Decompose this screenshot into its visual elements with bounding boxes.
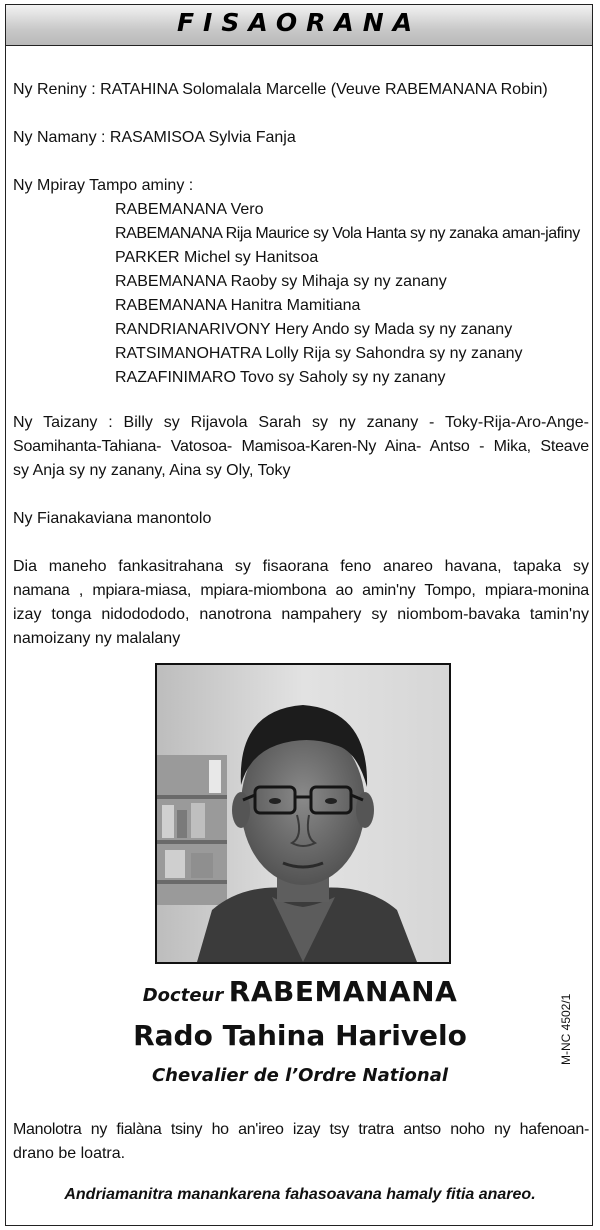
fianakaviana-line: Ny Fianakaviana manontolo [13, 510, 212, 527]
list-item: RABEMANANA Rija Maurice sy Vola Hanta sy ny zanaka aman-jafiny [115, 225, 580, 242]
deceased-title: Docteur [142, 985, 224, 1006]
header-banner [6, 5, 592, 46]
manolotra-paragraph [13, 1118, 589, 1166]
fisaorana-paragraph [13, 555, 589, 651]
reference-code: M-NC 4502/1 [559, 993, 573, 1065]
paragraph-line: drano be loatra. [13, 1145, 126, 1162]
paragraph-line: Ny Taizany : Billy sy Rijavola Sarah sy ny zanany - Toky-Rija-Aro-Ange- [13, 414, 589, 431]
notice-frame [5, 4, 593, 1226]
taizany-paragraph [13, 411, 589, 483]
paragraph-line: namana , mpiara-miasa, mpiara-miombona ao amin'ny Tompo, mpiara-monina [13, 582, 589, 599]
list-item: RABEMANANA Raoby sy Mihaja sy ny zanany [115, 273, 447, 290]
list-item: RABEMANANA Hanitra Mamitiana [115, 297, 361, 314]
mpiray-label: Ny Mpiray Tampo aminy : [13, 177, 194, 194]
paragraph-line: Dia maneho fankasitrahana sy fisaorana feno anareo havana, tapaka sy [13, 558, 589, 575]
namany-line: Ny Namany : RASAMISOA Sylvia Fanja [13, 129, 296, 146]
list-item: PARKER Michel sy Hanitsoa [115, 249, 319, 266]
list-item: RATSIMANOHATRA Lolly Rija sy Sahondra sy ny zanany [115, 345, 523, 362]
reniny-line: Ny Reniny : RATAHINA Solomalala Marcelle (Veuve RABEMANANA Robin) [13, 81, 548, 98]
paragraph-line: namoizany ny malalany [13, 630, 181, 647]
portrait-illustration [157, 665, 449, 962]
portrait-photo [155, 663, 451, 964]
deceased-surname: RABEMANANA [228, 975, 458, 1008]
paragraph-line: Manolotra ny fialàna tsiny ho an'ireo izay tsy tratra antso noho ny hafenoan- [13, 1121, 589, 1138]
list-item: RABEMANANA Vero [115, 201, 264, 218]
deceased-distinction: Chevalier de l’Ordre National [151, 1065, 449, 1086]
closing-blessing: Andriamanitra manankarena fahasoavana hamaly fitia anareo. [64, 1186, 536, 1203]
deceased-given-names: Rado Tahina Harivelo [133, 1019, 467, 1052]
paragraph-line: Soamihanta-Tahiana- Vatosoa- Mamisoa-Karen-Ny Aina- Antso - Mika, Steave [13, 438, 589, 455]
list-item: RANDRIANARIVONY Hery Ando sy Mada sy ny zanany [115, 321, 513, 338]
notice-title: FISAORANA [176, 8, 422, 37]
paragraph-line: sy Anja sy ny zanany, Aina sy Oly, Toky [13, 462, 291, 479]
deceased-name-line [6, 975, 594, 1008]
paragraph-line: izay tonga nidodododo, nanotrona nampahery sy niombom-bavaka tamin'ny [13, 606, 589, 623]
list-item: RAZAFINIMARO Tovo sy Saholy sy ny zanany [115, 369, 446, 386]
